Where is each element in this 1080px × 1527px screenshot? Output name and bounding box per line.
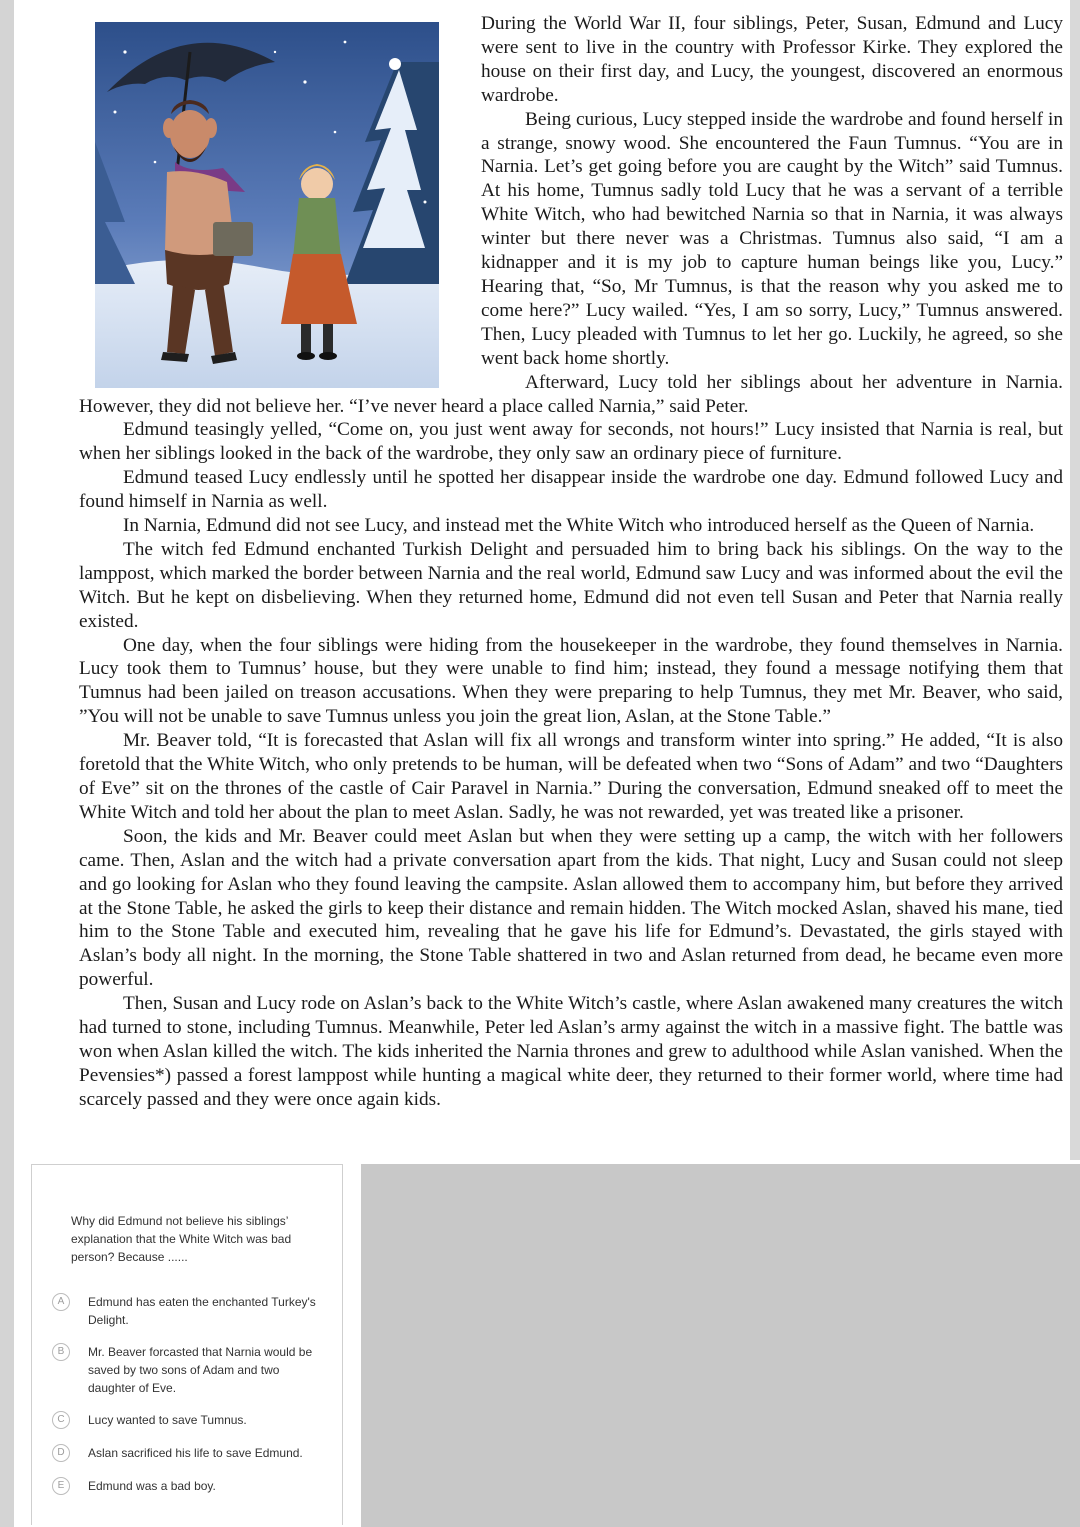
story-paragraph: Being curious, Lucy stepped inside the wardrobe and found herself in a strange, snowy wood. She encountered the Faun Tumnus. “You are in Narnia. Let’s get going before you are caught by the Witch” said Tumnus. At his home, Tumnus sadly told Lucy that he was a servant of a terrible White Witch, who had bewitched Narnia so that in Narnia, it was always winter but there never was a Christmas. Tumnus also said, “I am a kidnapper and it is my job to capture human beings like you, Lucy.” Hearing that, “So, Mr Tumnus, is that the reason why you asked me to come here?” Lucy wailed. “Yes, I am so sorry, Lucy,” Tumnus answered. Then, Lucy pleaded with Tumnus to let her go. Luckily, he agreed, so she went back home shortly. xyxy=(481,108,1063,369)
quiz-card xyxy=(31,1164,343,1525)
option-d-radio[interactable]: D xyxy=(52,1444,70,1462)
option-c-radio[interactable]: C xyxy=(52,1411,70,1429)
story-paragraph: Edmund teased Lucy endlessly until he spotted her disappear inside the wardrobe one day. Edmund followed Lucy and found himself in Narnia as well. xyxy=(79,467,1063,513)
option-b-radio[interactable]: B xyxy=(52,1343,70,1361)
right-scroll-edge xyxy=(1070,0,1080,1160)
story-paragraph: During the World War II, four siblings, Peter, Susan, Edmund and Lucy were sent to live in the country with Professor Kirke. They explored the house on their first day, and Lucy, the youngest, discovered an enormous wardrobe. xyxy=(481,13,1063,106)
left-scroll-edge xyxy=(0,0,14,1527)
story-illustration xyxy=(95,22,439,388)
story-paragraph: In Narnia, Edmund did not see Lucy, and instead met the White Witch who introduced herself as the Queen of Narnia. xyxy=(123,515,1035,537)
story-paragraph: Soon, the kids and Mr. Beaver could meet Aslan but when they were setting up a camp, the witch with her followers came. Then, Aslan and the witch had a private conversation apart from the kids. That night, Lucy and Susan could not sleep and go looking for Aslan who they found leaving the campsite. Aslan allowed them to accompany him, but before they arrived at the Stone Table, he asked the girls to keep their distance and remain hidden. The Witch mocked Aslan, shaved his mane, tied him to the Stone Table and executed him, revealing that he gave his life for Edmund’s. Devastated, the girls stayed with Aslan’s body all night. In the morning, the Stone Table shattered in two and Aslan returned from dead, he became even more powerful. xyxy=(79,825,1063,991)
option-e-radio[interactable]: E xyxy=(52,1477,70,1495)
story-paragraph: One day, when the four siblings were hiding from the housekeeper in the wardrobe, they found themselves in Narnia. Lucy took them to Tumnus’ house, but they were unable to find him; instead, they found a message notifying them that Tumnus had been jailed on treason accusations. When they were preparing to help Tumnus, they met Mr. Beaver, who said, ”You will not be unable to save Tumnus unless you join the great lion, Aslan, at the Stone Table.” xyxy=(79,634,1063,728)
question-text: Why did Edmund not believe his siblings’ explanation that the White Witch was bad person? Because ...... xyxy=(71,1214,292,1264)
faun-and-girl-illustration xyxy=(95,22,439,388)
empty-side-panel xyxy=(361,1164,1080,1527)
option-b-label[interactable]: Mr. Beaver forcasted that Narnia would be saved by two sons of Adam and two daughter of Eve. xyxy=(88,1345,313,1395)
story-paragraph: Afterward, Lucy told her siblings about her adventure in Narnia. However, they did not believe her. “I’ve never heard a place called Narnia,” said Peter. xyxy=(79,371,1063,417)
reading-document xyxy=(79,12,1063,1112)
option-e-label[interactable]: Edmund was a bad boy. xyxy=(88,1479,216,1493)
option-d-label[interactable]: Aslan sacrificed his life to save Edmund. xyxy=(88,1446,303,1460)
option-c-label[interactable]: Lucy wanted to save Tumnus. xyxy=(88,1413,247,1427)
story-paragraph: The witch fed Edmund enchanted Turkish Delight and persuaded him to bring back his siblings. On the way to the lamppost, which marked the border between Narnia and the real world, Edmund saw Lucy and was informed about the evil the Witch. But he kept on disbelieving. When they returned home, Edmund did not even tell Susan and Peter that Narnia really existed. xyxy=(79,538,1063,632)
story-text xyxy=(79,12,1063,1112)
option-a-radio[interactable]: A xyxy=(52,1293,70,1311)
story-paragraph: Mr. Beaver told, “It is forecasted that Aslan will fix all wrongs and transform winter into spring.” He added, “It is also foretold that the White Witch, who only pretends to be human, will be defeated when two “Sons of Adam” and two “Daughters of Eve” sit on the thrones of the castle of Cair Paravel in Narnia.” During the conversation, Edmund sneaked off to meet the White Witch and told her about the plan to meet Aslan. Sadly, he was not rewarded, yet was treated like a prisoner. xyxy=(79,730,1063,823)
story-paragraph: Then, Susan and Lucy rode on Aslan’s back to the White Witch’s castle, where Aslan awakened many creatures the witch had turned to stone, including Tumnus. Meanwhile, Peter led Aslan’s army against the witch in a massive fight. The battle was won when Aslan killed the witch. The kids inherited the Narnia thrones and grew to adulthood while Aslan vanished. When the Pevensies*) passed a forest lamppost while hunting a magical white deer, they returned to their former world, where time had scarcely passed and they were once again kids. xyxy=(79,993,1063,1110)
story-paragraph: Edmund teasingly yelled, “Come on, you just went away for seconds, not hours!” Lucy insisted that Narnia is real, but when her siblings looked in the back of the wardrobe, they only saw an ordinary piece of furniture. xyxy=(79,419,1063,465)
option-a-label[interactable]: Edmund has eaten the enchanted Turkey's Delight. xyxy=(88,1295,316,1327)
